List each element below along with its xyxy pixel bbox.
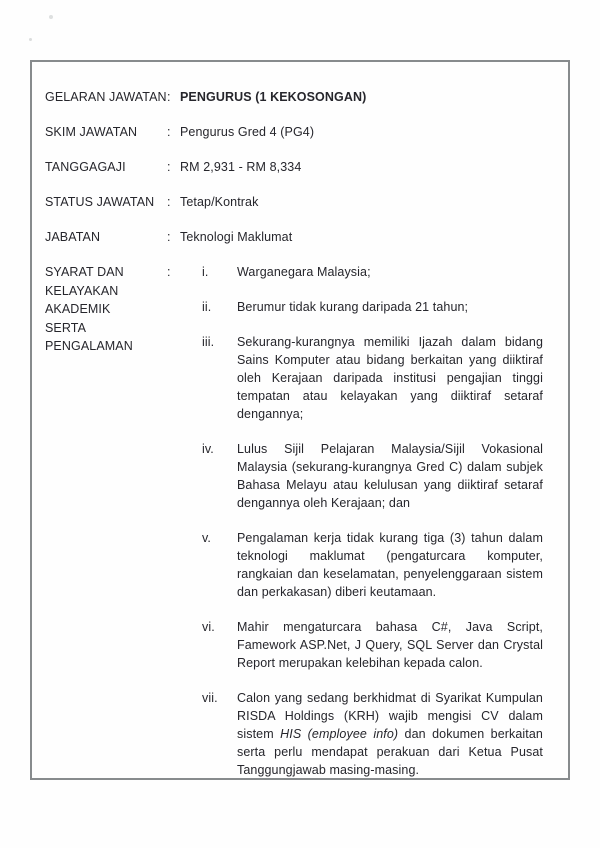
item-text-italic-segment: HIS (employee info) — [280, 727, 399, 741]
requirement-item-iii — [180, 333, 543, 423]
requirements-label — [45, 263, 167, 356]
requirements-label-line: AKADEMIK — [45, 302, 111, 316]
requirement-item-vii — [180, 689, 543, 779]
item-text: Lulus Sijil Pelajaran Malaysia/Sijil Vokasional Malaysia (sekurang-kurangnya Gred C) dalam subjek Bahasa Melayu atau kelulusan yang diiktiraf setaraf dengannya oleh Kerajaan; dan — [237, 442, 543, 510]
requirement-item-v — [180, 529, 543, 601]
field-row-tanggagaji — [45, 158, 543, 176]
item-text: Warganegara Malaysia; — [237, 265, 371, 279]
item-text — [237, 689, 543, 779]
field-value-status: Tetap/Kontrak — [180, 195, 259, 209]
field-label: GELARAN JAWATAN — [45, 90, 167, 104]
field-colon: : — [167, 195, 171, 209]
scan-artifact-dot — [29, 38, 32, 41]
item-text: Mahir mengaturcara bahasa C#, Java Script, Famework ASP.Net, J Query, SQL Server dan Crystal Report merupakan kelebihan kepada calon. — [237, 620, 543, 670]
field-colon: : — [167, 90, 171, 104]
field-row-status-jawatan — [45, 193, 543, 211]
item-numeral: vi. — [202, 620, 215, 634]
field-label: SKIM JAWATAN — [45, 125, 138, 139]
requirement-item-vi — [180, 618, 543, 672]
requirements-list — [180, 263, 543, 796]
scan-artifact-dot — [49, 15, 53, 19]
item-numeral: v. — [202, 531, 211, 545]
requirements-label-line: SYARAT DAN — [45, 265, 124, 279]
field-value-position-title: PENGURUS (1 KEKOSONGAN) — [180, 90, 367, 104]
item-text: Pengalaman kerja tidak kurang tiga (3) tahun dalam teknologi maklumat (pengaturcara komputer, rangkaian dan keselamatan, penyelenggaraan sistem dan perkakasan) diberi keutamaan. — [237, 531, 543, 599]
requirement-item-i — [180, 263, 543, 281]
field-label: JABATAN — [45, 230, 101, 244]
item-numeral: iii. — [202, 335, 215, 349]
item-numeral: ii. — [202, 300, 212, 314]
field-colon: : — [167, 160, 171, 174]
field-value-salary-range: RM 2,931 - RM 8,334 — [180, 160, 302, 174]
document-border-box — [30, 60, 570, 780]
requirements-section — [45, 263, 543, 796]
field-row-skim-jawatan — [45, 123, 543, 141]
item-numeral: vii. — [202, 691, 218, 705]
field-row-jabatan — [45, 228, 543, 246]
field-row-gelaran-jawatan — [45, 88, 543, 106]
requirement-item-ii — [180, 298, 543, 316]
item-text: Berumur tidak kurang daripada 21 tahun; — [237, 300, 469, 314]
item-text: Sekurang-kurangnya memiliki Ijazah dalam bidang Sains Komputer atau bidang berkaitan yang diiktiraf oleh Kerajaan daripada institusi pengajian tinggi tempatan atau kelayakan yang diiktiraf setaraf dengannya; — [237, 335, 543, 421]
requirements-label-line: SERTA — [45, 320, 87, 335]
field-colon: : — [167, 265, 171, 279]
requirements-label-line: PENGALAMAN — [45, 339, 133, 353]
item-numeral: i. — [202, 265, 209, 279]
requirement-item-iv — [180, 440, 543, 512]
field-label: TANGGAGAJI — [45, 160, 126, 174]
requirements-label-line: KELAYAKAN — [45, 283, 119, 298]
item-numeral: iv. — [202, 442, 214, 456]
field-value-scheme: Pengurus Gred 4 (PG4) — [180, 125, 315, 139]
field-value-department: Teknologi Maklumat — [180, 230, 293, 244]
item-text-segment: dan dokumen berkaitan serta perlu mendapat perakuan dari Ketua Pusat Tanggungjawab masing-masing. — [237, 727, 543, 777]
field-label: STATUS JAWATAN — [45, 195, 155, 209]
item-text-segment: Calon yang sedang berkhidmat di Syarikat Kumpulan RISDA Holdings (KRH) wajib mengisi CV dalam sistem — [237, 691, 543, 741]
field-colon: : — [167, 125, 171, 139]
field-colon: : — [167, 230, 171, 244]
